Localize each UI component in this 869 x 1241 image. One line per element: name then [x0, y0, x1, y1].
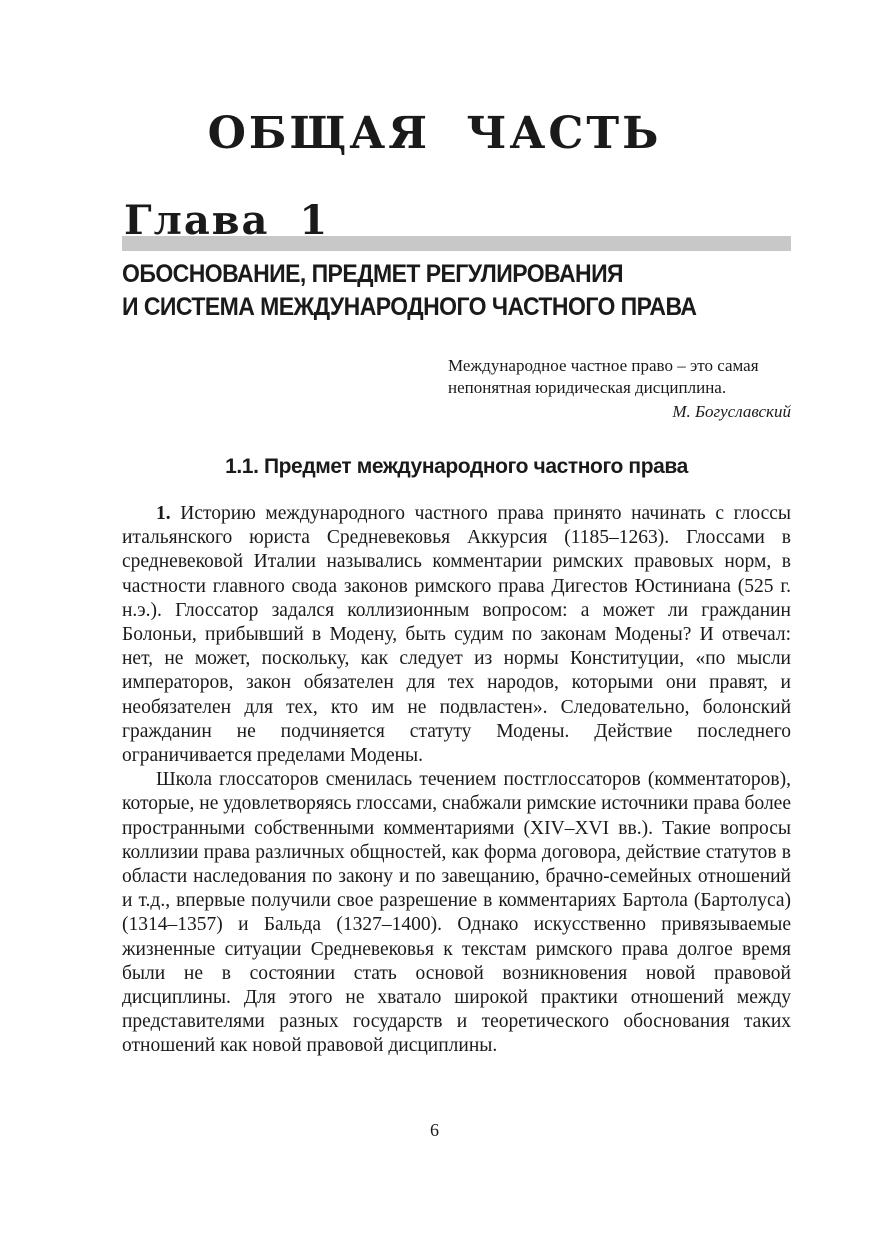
paragraph-1-text: Историю международного частного права принято начинать с глоссы итальянского юриста Средневековья Аккурсия (1185–1263). Глоссами в средневековой Италии назывались комментарии римских правовых норм, в частности главного свода законов римского права Дигестов Юстиниана (525 г. н.э.). Глоссатор задался коллизионным вопросом: а может ли гражданин Болоньи, прибывший в Модену, быть судим по законам Модены? И отвечал: нет, не может, поскольку, как следует из нормы Конституции, «по мысли императоров, закон обязателен для тех народов, которыми они правят, и необязателен для тех, кто им не подвластен». Следовательно, болонский гражданин не подчиняется статуту Модены. Действие последнего ограничивается пределами Модены. [122, 503, 792, 767]
epigraph-author: М. Богуславский [672, 402, 791, 421]
body-text [122, 502, 791, 1059]
paragraph-2-text: Школа глоссаторов сменилась течением постглоссаторов (комментаторов), которые, не удовлетворяясь глоссами, снабжали римские источники права более пространными собственными комментариями (XIV–XVI вв.). Такие вопросы коллизии права различных общностей, как форма договора, действие статутов в области наследования по закону и по завещанию, брачно-семейных отношений и т.д., впервые получили свое разрешение в комментариях Бартола (Бартолуса) (1314–1357) и Бальда (1327–1400). Однако искусственно привязываемые жизненные ситуации Средневековья к текстам римского права долгое время были не в состоянии стать основой возникновения новой правовой дисциплины. Для этого не хватало широкой практики отношений между представителями разных государств и теоретического обоснования таких отношений как новой правовой дисциплины. [122, 769, 791, 1057]
epigraph [448, 355, 791, 423]
paragraph-1 [122, 502, 791, 768]
part-title: ОБЩАЯ ЧАСТЬ [207, 108, 662, 159]
paragraph-number: 1. [156, 503, 171, 524]
epigraph-text: Международное частное право – это самая непонятная юридическая дисциплина. [448, 356, 759, 397]
paragraph-2 [122, 768, 791, 1058]
section-title: 1.1. Предмет международного частного права [225, 455, 688, 478]
chapter-title: Глава 1 [124, 197, 330, 244]
chapter-subtitle [122, 258, 737, 324]
chapter-heading [122, 196, 791, 254]
page-number: 6 [430, 1120, 439, 1140]
chapter-subtitle-line-2: И СИСТЕМА МЕЖДУНАРОДНОГО ЧАСТНОГО ПРАВА [122, 293, 697, 321]
chapter-subtitle-line-1: ОБОСНОВАНИЕ, ПРЕДМЕТ РЕГУЛИРОВАНИЯ [122, 260, 624, 288]
